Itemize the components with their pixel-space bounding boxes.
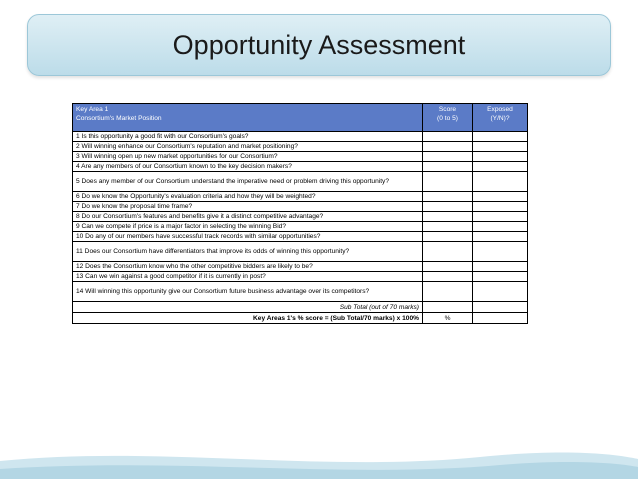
question-row xyxy=(73,192,528,202)
exposed-cell[interactable] xyxy=(473,162,528,172)
score-cell[interactable] xyxy=(423,172,473,192)
question-row xyxy=(73,172,528,192)
subtotal-row xyxy=(73,302,528,313)
question-row xyxy=(73,202,528,212)
score-formula-row xyxy=(73,313,528,324)
score-cell[interactable] xyxy=(423,272,473,282)
score-header-range: (0 to 5) xyxy=(437,115,458,122)
score-cell[interactable] xyxy=(423,142,473,152)
question-row xyxy=(73,232,528,242)
score-cell[interactable] xyxy=(423,232,473,242)
assessment-table xyxy=(72,103,528,324)
question-text: 7 Do we know the proposal time frame? xyxy=(73,202,423,212)
exposed-cell[interactable] xyxy=(473,222,528,232)
question-row xyxy=(73,162,528,172)
key-area-title: Key Area 1 xyxy=(76,106,109,113)
question-row xyxy=(73,132,528,142)
exposed-cell[interactable] xyxy=(473,272,528,282)
question-text: 5 Does any member of our Consortium understand the imperative need or problem driving this opportunity? xyxy=(73,172,423,192)
score-formula-label: Key Areas 1's % score = (Sub Total/70 marks) x 100% xyxy=(73,313,423,324)
score-header xyxy=(423,104,473,132)
percent-cell: % xyxy=(423,313,473,324)
score-cell[interactable] xyxy=(423,192,473,202)
question-text: 9 Can we compete if price is a major factor in selecting the winning Bid? xyxy=(73,222,423,232)
exposed-cell[interactable] xyxy=(473,192,528,202)
question-row xyxy=(73,142,528,152)
score-cell[interactable] xyxy=(423,132,473,142)
subtotal-label: Sub Total (out of 70 marks) xyxy=(73,302,423,313)
key-area-header xyxy=(73,104,423,132)
score-cell[interactable] xyxy=(423,282,473,302)
exposed-header-label: Exposed xyxy=(487,106,513,113)
score-cell[interactable] xyxy=(423,262,473,272)
exposed-cell[interactable] xyxy=(473,232,528,242)
score-cell[interactable] xyxy=(423,202,473,212)
score-cell[interactable] xyxy=(423,212,473,222)
exposed-cell[interactable] xyxy=(473,282,528,302)
question-row xyxy=(73,272,528,282)
exposed-cell[interactable] xyxy=(473,142,528,152)
question-row xyxy=(73,222,528,232)
question-text: 12 Does the Consortium know who the other competitive bidders are likely to be? xyxy=(73,262,423,272)
score-cell[interactable] xyxy=(423,242,473,262)
exposed-cell[interactable] xyxy=(473,172,528,192)
question-text: 11 Does our Consortium have differentiators that improve its odds of winning this opportunity? xyxy=(73,242,423,262)
exposed-cell[interactable] xyxy=(473,202,528,212)
question-row xyxy=(73,242,528,262)
question-row xyxy=(73,152,528,162)
exposed-cell[interactable] xyxy=(473,132,528,142)
question-text: 2 Will winning enhance our Consortium's reputation and market positioning? xyxy=(73,142,423,152)
question-text: 1 Is this opportunity a good fit with our Consortium's goals? xyxy=(73,132,423,142)
title-banner xyxy=(27,14,611,76)
question-text: 13 Can we win against a good competitor if it is currently in post? xyxy=(73,272,423,282)
table-header-row xyxy=(73,104,528,132)
exposed-header xyxy=(473,104,528,132)
question-text: 10 Do any of our members have successful track records with similar opportunities? xyxy=(73,232,423,242)
score-header-label: Score xyxy=(438,106,457,113)
question-row xyxy=(73,212,528,222)
question-text: 3 Will winning open up new market opportunities for our Consortium? xyxy=(73,152,423,162)
exposed-cell[interactable] xyxy=(473,262,528,272)
question-text: 14 Will winning this opportunity give our Consortium future business advantage over its competitors? xyxy=(73,282,423,302)
key-area-subtitle: Consortium's Market Position xyxy=(76,115,162,122)
question-row xyxy=(73,282,528,302)
percent-exposed-cell[interactable] xyxy=(473,313,528,324)
question-text: 8 Do our Consortium's features and benefits give it a distinct competitive advantage? xyxy=(73,212,423,222)
subtotal-exposed-cell[interactable] xyxy=(473,302,528,313)
question-text: 4 Are any members of our Consortium known to the key decision makers? xyxy=(73,162,423,172)
exposed-cell[interactable] xyxy=(473,212,528,222)
bottom-wave-decoration xyxy=(0,439,638,479)
exposed-header-range: (Y/N)? xyxy=(490,115,510,122)
score-cell[interactable] xyxy=(423,162,473,172)
score-cell[interactable] xyxy=(423,152,473,162)
subtotal-score-cell[interactable] xyxy=(423,302,473,313)
score-cell[interactable] xyxy=(423,222,473,232)
exposed-cell[interactable] xyxy=(473,242,528,262)
question-text: 6 Do we know the Opportunity's evaluation criteria and how they will be weighted? xyxy=(73,192,423,202)
slide-title: Opportunity Assessment xyxy=(172,29,466,60)
question-row xyxy=(73,262,528,272)
exposed-cell[interactable] xyxy=(473,152,528,162)
